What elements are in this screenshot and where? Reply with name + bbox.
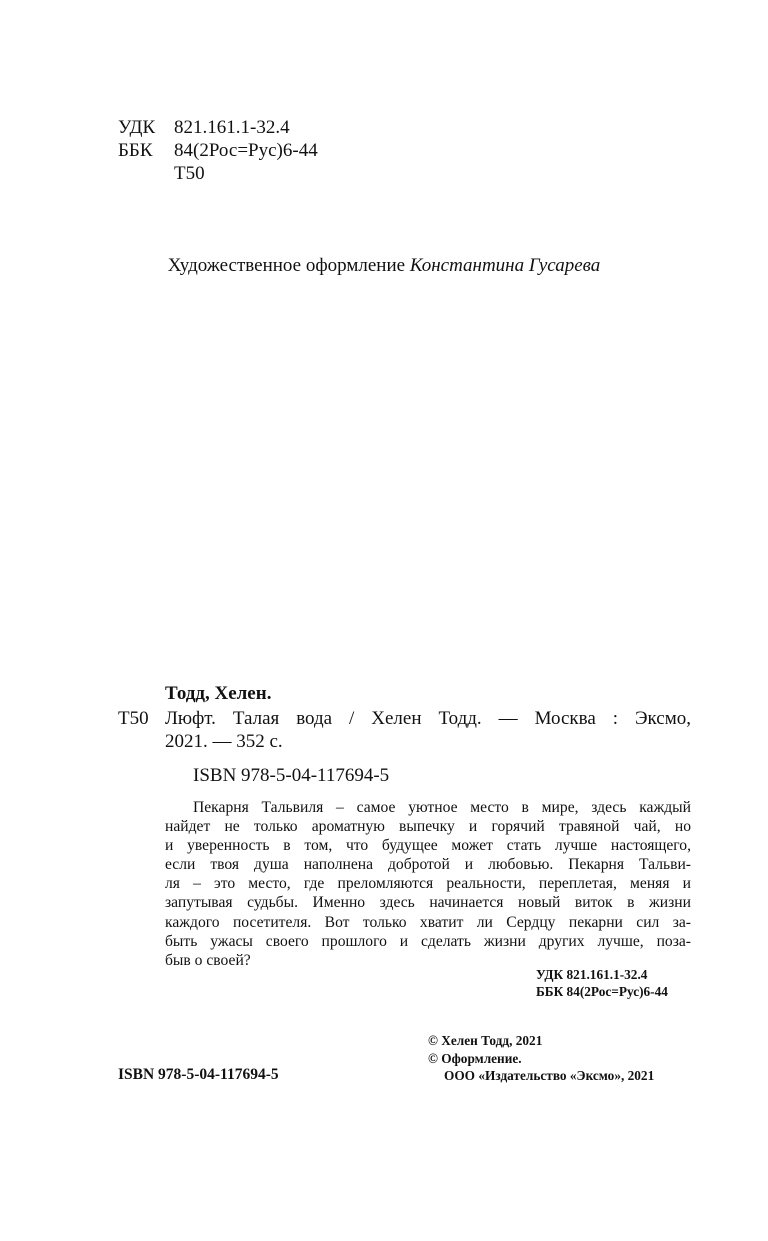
annotation-line: найдет не только ароматную выпечку и горячий травяной чай, но <box>165 818 691 836</box>
copyright-author: © Хелен Тодд, 2021 <box>428 1033 543 1048</box>
udk-row <box>118 117 290 139</box>
annotation <box>165 798 691 970</box>
annotation-line: ля – это место, где преломляются реальности, переплетая, меняя и <box>165 875 691 893</box>
annotation-line: быть ужасы своего прошлого и сделать жизни других лучше, поза- <box>165 932 691 950</box>
bbk-row <box>118 140 318 162</box>
author-code: Т50 <box>174 163 205 184</box>
annotation-line: каждого посетителя. Вот только хватит ли Сердцу пекарни сил за- <box>165 913 691 931</box>
design-credit-prefix: Художественное оформление <box>167 255 410 276</box>
udk-label: УДК <box>118 117 156 138</box>
annotation-line: и уверенность в том, что будущее может стать лучше настоящего, <box>165 837 691 855</box>
footer-isbn: ISBN 978-5-04-117694-5 <box>118 1066 279 1083</box>
design-credit <box>0 254 768 278</box>
small-codes <box>536 966 668 1000</box>
annotation-line: быв о своей? <box>165 951 251 969</box>
annotation-line: если твоя душа наполнена добротой и любовью. Пекарня Тальви- <box>165 856 691 874</box>
annotation-line: Пекарня Тальвиля – самое уютное место в мире, здесь каждый <box>193 799 691 816</box>
annotation-line: запутывая судьбы. Именно здесь начинается новый виток в жизни <box>165 894 691 912</box>
copyright-block <box>428 1032 654 1085</box>
bib-isbn: ISBN 978-5-04-117694-5 <box>193 765 390 786</box>
copyright-design: © Оформление. <box>428 1050 522 1066</box>
udk-value: 821.161.1-32.4 <box>174 117 290 138</box>
copyright-publisher: ООО «Издательство «Эксмо», 2021 <box>444 1068 655 1083</box>
bib-author: Тодд, Хелен. <box>165 683 272 704</box>
bib-imprint-line: 2021. — 352 с. <box>165 731 283 752</box>
author-code-row <box>118 163 205 185</box>
small-bbk: ББК 84(2Рос=Рус)6-44 <box>536 984 668 999</box>
bib-code: Т50 <box>118 708 149 729</box>
bbk-value: 84(2Рос=Рус)6-44 <box>174 140 318 161</box>
small-udk: УДК 821.161.1-32.4 <box>536 967 648 982</box>
bib-title-line: Люфт. Талая вода / Хелен Тодд. — Москва : Эксмо, <box>165 708 691 729</box>
designer-name: Константина Гусарева <box>409 255 601 276</box>
bbk-label: ББК <box>118 140 153 161</box>
